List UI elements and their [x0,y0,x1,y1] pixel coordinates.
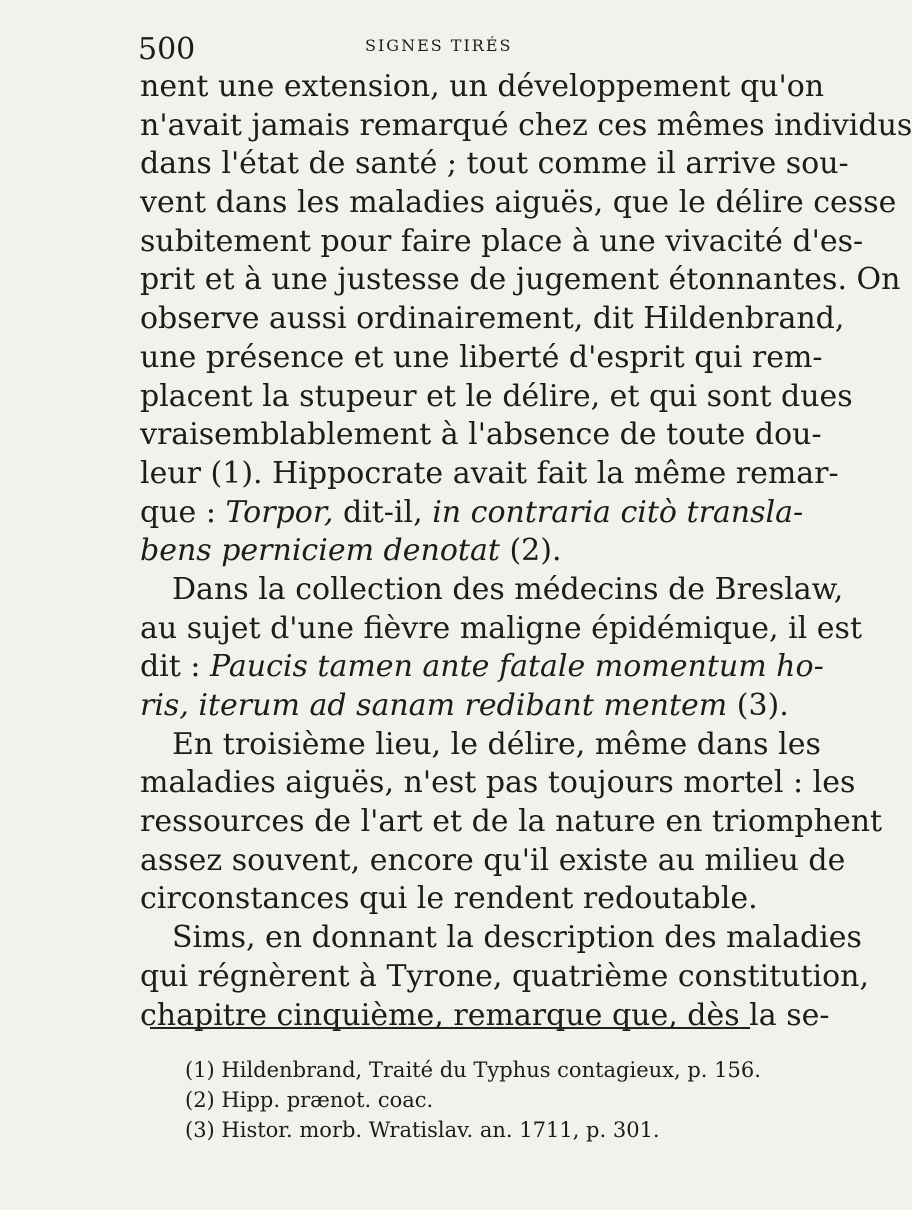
italic-text: ris, iterum ad sanam redibant mentem [140,688,728,723]
page-header [0,22,800,67]
text-run: dit-il, [333,494,433,530]
italic-text: bens perniciem denotat [140,533,500,569]
text-line [140,416,822,455]
text-line [140,455,839,494]
footnote-3: (3) Histor. morb. Wratislav. an. 1711, p. 301. [185,1118,660,1142]
text-run: (3). [727,688,789,723]
text-run: placent la stupeur et le délire, et qui sont dues [140,378,853,414]
text-run: vent dans les maladies aiguës, que le délire cesse [140,185,897,221]
text-line [140,648,824,687]
text-run: prit et à une justesse de jugement étonnantes. On [140,262,901,298]
running-title: SIGNES TIRÉS [365,36,513,55]
text-run: qui régnèrent à Tyrone, quatrième constitution, [140,958,870,994]
text-line [140,68,825,107]
text-run: circonstances qui le rendent redoutable. [140,881,758,917]
text-line [140,726,821,765]
text-line [140,803,883,842]
footnotes [185,1055,765,1145]
text-run: (2). [499,533,562,569]
text-run: chapitre cinquième, remarque que, dès la se- [140,997,830,1033]
text-run: une présence et une liberté d'esprit qui rem- [140,339,823,375]
text-run: leur (1). Hippocrate avait fait la même remar- [140,455,839,491]
text-run: au sujet d'une fièvre maligne épidémique, il est [140,610,863,646]
text-run: Sims, en donnant la description des maladies [172,920,862,956]
italic-text: in contraria citò transla- [432,494,804,530]
text-line [140,610,863,649]
text-line [140,687,789,726]
text-run: vraisemblablement à l'absence de toute dou- [140,417,822,453]
text-run: nent une extension, un développement qu'on [140,69,825,104]
text-run: que : [140,494,226,530]
text-line [140,494,804,533]
text-line [140,997,830,1036]
text-line [140,764,856,803]
text-run: dans l'état de santé ; tout comme il arrive sou- [140,146,849,182]
text-line [140,919,862,958]
text-run: subitement pour faire place à une vivacité d'es- [140,223,864,259]
page-number: 500 [138,32,196,67]
text-run: observe aussi ordinairement, dit Hildenbrand, [140,301,845,337]
footnote-2: (2) Hipp. prænot. coac. [185,1088,434,1112]
footnote-1: (1) Hildenbrand, Traité du Typhus contagieux, p. 156. [185,1058,761,1082]
text-line [140,223,864,262]
text-run: assez souvent, encore qu'il existe au milieu de [140,842,846,878]
text-line [140,842,846,881]
text-line [140,532,760,571]
text-line [140,300,845,339]
text-line [140,339,823,378]
text-run: maladies aiguës, n'est pas toujours mortel : les [140,765,856,801]
text-line [140,571,844,610]
text-line [140,880,760,919]
text-line [140,378,853,417]
text-run: En troisième lieu, le délire, même dans les [172,726,821,762]
text-line [140,261,901,300]
text-run: n'avait jamais remarqué chez ces mêmes individus [140,107,912,143]
text-line [140,184,897,223]
text-run: ressources de l'art et de la nature en triomphent [140,804,883,840]
italic-text: Torpor, [225,494,334,530]
text-line [140,958,870,997]
text-line [140,107,912,146]
footnote-rule [150,1027,750,1029]
body-text [140,68,912,1035]
text-run: dit : [140,649,211,685]
italic-text: Paucis tamen ante fatale momentum ho- [210,649,824,685]
text-run: Dans la collection des médecins de Breslaw, [172,571,844,607]
text-line [140,145,849,184]
